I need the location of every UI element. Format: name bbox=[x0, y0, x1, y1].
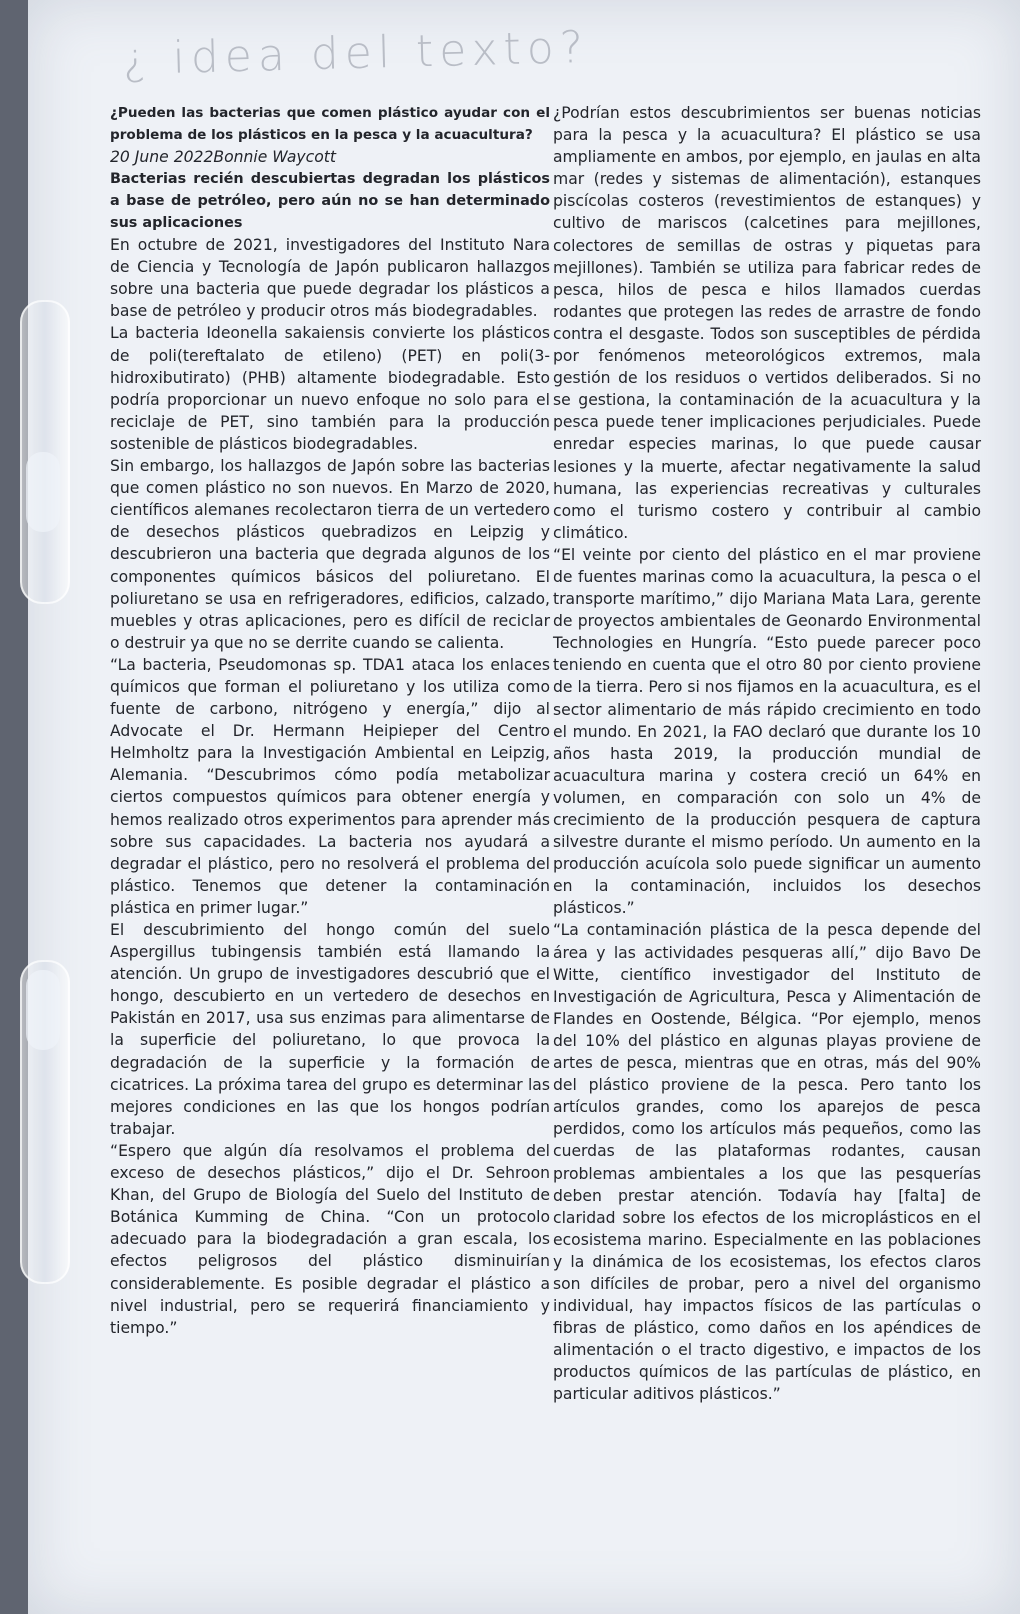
paragraph: ¿Podrían estos descubrimientos ser buenas noticias para la pesca y la acuacultura? El plástico se usa ampliamente en ambos, por ejemplo, en jaulas en alta mar (redes y sistemas de alimentación), estanques piscícolas costeros (revestimientos de estanques) y cultivo de mariscos (calcetines para mejillones, colectores de semillas de ostras y piquetas para mejillones). También se utiliza para fabricar redes de pesca, hilos de pesca e hilos llamados cuerdas rodantes que protegen las redes de arrastre de fondo contra el desgaste. Todos son susceptibles de pérdida por fenómenos meteorológicos extremos, mala gestión de los residuos o vertidos deliberados. Si no se gestiona, la contaminación de la acuacultura y la pesca puede tener implicaciones perjudiciales. Puede enredar especies marinas, lo que puede causar lesiones y la muerte, afectar negativamente la salud humana, las experiencias recreativas y culturales como el turismo costero y contribuir al cambio climático. bbox=[553, 104, 981, 542]
paragraph: Sin embargo, los hallazgos de Japón sobre las bacterias que comen plástico no son nuevos. En Marzo de 2020, científicos alemanes recolectaron tierra de un vertedero de desechos plásticos quebradizos en Leipzig y descubrieron una bacteria que degrada algunos de los componentes químicos básicos del poliuretano. El poliuretano se usa en refrigeradores, edificios, calzado, muebles y otras aplicaciones, pero es difícil de reciclar o destruir ya que no se derrite cuando se calienta. bbox=[110, 457, 550, 652]
clip-knob bbox=[26, 970, 60, 1050]
article-title: ¿Pueden las bacterias que comen plástico ayudar con el problema de los plásticos en la pesca y la acuacultura? bbox=[110, 105, 550, 143]
handwritten-note: ¿ idea del texto? bbox=[122, 21, 590, 86]
paragraph: El descubrimiento del hongo común del suelo Aspergillus tubingensis también está llamando la atención. Un grupo de investigadores descubrió que el hongo, descubierto en un vertedero de desechos en Pakistán en 2017, usa sus enzimas para alimentarse de la superficie del poliuretano, lo que provoca la degradación de la superficie y la formación de cicatrices. La próxima tarea del grupo es determinar las mejores condiciones en las que los hongos podrían trabajar. bbox=[110, 921, 550, 1138]
paragraph: La bacteria Ideonella sakaiensis convierte los plásticos de poli(tereftalato de etileno) (PET) en poli(3-hidroxibutirato) (PHB) altamente biodegradable. Esto podría proporcionar un nuevo enfoque no solo para el reciclaje de PET, sino también para la producción sostenible de plásticos biodegradables. bbox=[110, 324, 550, 453]
left-column bbox=[110, 102, 550, 1339]
paragraph: “El veinte por ciento del plástico en el mar proviene de fuentes marinas como la acuacultura, la pesca o el transporte marítimo,” dijo Mariana Mata Lara, gerente de proyectos ambientales de Geonardo Environmental Technologies en Hungría. “Esto puede parecer poco teniendo en cuenta que el otro 80 por ciento proviene de la tierra. Pero si nos fijamos en la acuacultura, es el sector alimentario de más rápido crecimiento en todo el mundo. En 2021, la FAO declaró que durante los 10 años hasta 2019, la producción mundial de acuacultura marina y costera creció un 64% en volumen, en comparación con solo un 4% de crecimiento de la producción pesquera de captura silvestre durante el mismo período. Un aumento en la producción acuícola solo puede significar un aumento en la contaminación, incluidos los desechos plásticos.” bbox=[553, 545, 981, 918]
article-date-author: 20 June 2022Bonnie Waycott bbox=[110, 148, 336, 166]
right-column bbox=[553, 102, 981, 1406]
document-page bbox=[28, 0, 1020, 1614]
paragraph: “Espero que algún día resolvamos el problema del exceso de desechos plásticos,” dijo el Dr. Sehroon Khan, del Grupo de Biología del Suelo del Instituto de Botánica Kumming de China. “Con un protocolo adecuado para la biodegradación a gran escala, los efectos peligrosos del plástico disminuirían considerablemente. Es posible degradar el plástico a nivel industrial, pero se requerirá financiamiento y tiempo.” bbox=[110, 1141, 550, 1337]
page-clip-holder bbox=[20, 960, 70, 1284]
paragraph: “La bacteria, Pseudomonas sp. TDA1 ataca los enlaces químicos que forman el poliuretano y los utiliza como fuente de carbono, nitrógeno y energía,” dijo al Advocate el Dr. Hermann Heipieper del Centro Helmholtz para la Investigación Ambiental en Leipzig, Alemania. “Descubrimos cómo podía metabolizar ciertos compuestos químicos para obtener energía y hemos realizado otros experimentos para aprender más sobre sus capacidades. La bacteria nos ayudará a degradar el plástico, pero no resolverá el problema del plástico. Tenemos que detener la contaminación plástica en primer lugar.” bbox=[110, 655, 550, 917]
paragraph: En octubre de 2021, investigadores del Instituto Nara de Ciencia y Tecnología de Japón publicaron hallazgos sobre una bacteria que puede degradar los plásticos a base de petróleo y producir otros más biodegradables. bbox=[110, 236, 550, 321]
clip-knob bbox=[26, 452, 60, 532]
article-subtitle: Bacterias recién descubiertas degradan los plásticos a base de petróleo, pero aún no se han determinado sus aplicaciones bbox=[110, 171, 550, 232]
page-clip-holder bbox=[20, 300, 70, 604]
paragraph: “La contaminación plástica de la pesca depende del área y las actividades pesqueras allí,” dijo Bavo De Witte, científico investigador del Instituto de Investigación de Agricultura, Pesca y Alimentación de Flandes en Oostende, Bélgica. “Por ejemplo, menos del 10% del plástico en algunas playas proviene de artes de pesca, mientras que en otras, más del 90% del plástico proviene de la pesca. Pero tanto los artículos grandes, como los aparejos de pesca perdidos, como los artículos más pequeños, como las cuerdas de las plataformas rodantes, causan problemas ambientales a los que las pesquerías deben prestar atención. Todavía hay [falta] de claridad sobre los efectos de los microplásticos en el ecosistema marino. Especialmente en las poblaciones y la dinámica de los ecosistemas, los efectos claros son difíciles de probar, pero a nivel del organismo individual, hay impactos físicos de las partículas o fibras de plástico, como daños en los apéndices de alimentación o el tracto digestivo, e impactos de los productos químicos de las partículas de plástico, en particular aditivos plásticos.” bbox=[553, 921, 981, 1404]
